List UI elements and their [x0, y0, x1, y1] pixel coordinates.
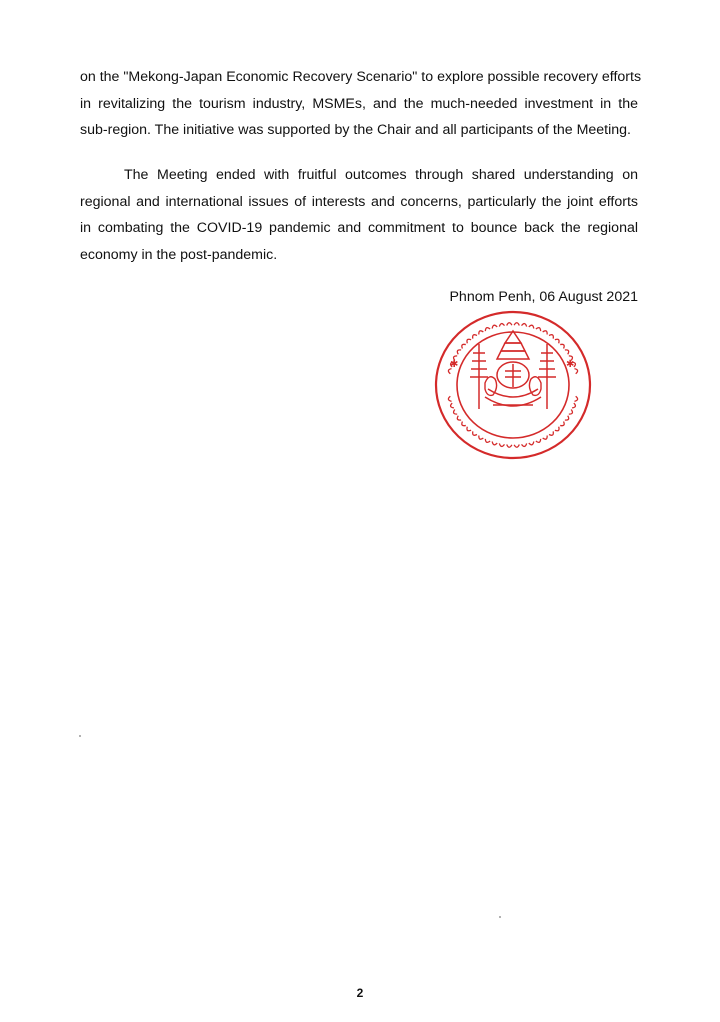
seal-script-stroke: [457, 416, 461, 420]
seal-script-stroke: [448, 396, 451, 401]
paragraph-2-line: in combating the COVID-19 pandemic and commitment to bounce back the regional: [80, 220, 638, 236]
seal-script-stroke: [565, 350, 569, 354]
seal-script-stroke: [451, 403, 454, 408]
place-and-date: Phnom Penh, 06 August 2021: [449, 289, 638, 305]
svg-text:✱: ✱: [566, 359, 575, 370]
seal-script-stroke: [549, 335, 553, 339]
seal-script-stroke: [565, 416, 569, 420]
seal-script-stroke: [555, 339, 559, 343]
seal-script-stroke: [536, 439, 541, 442]
seal-script-stroke: [492, 442, 497, 445]
paragraph-2-line: The Meeting ended with fruitful outcomes through shared understanding on: [124, 167, 638, 183]
seal-script-stroke: [479, 435, 484, 439]
seal-script-stroke: [499, 324, 504, 327]
seal-script-stroke: [457, 350, 461, 354]
seal-script-stroke: [454, 410, 458, 415]
seal-script-stroke: [507, 323, 512, 326]
seal-script-stroke: [514, 323, 519, 326]
seal-script-stroke: [574, 369, 577, 374]
seal-script-stroke: [569, 410, 573, 415]
seal-script-stroke: [514, 445, 519, 448]
seal-script-stroke: [549, 431, 553, 435]
seal-script-stroke: [467, 427, 471, 431]
seal-script-stroke: [522, 324, 527, 327]
page-number: 2: [356, 986, 364, 1000]
seal-script-stroke: [467, 339, 471, 343]
seal-script-stroke: [479, 331, 484, 335]
seal-script-stroke: [560, 344, 564, 348]
seal-script-stroke: [543, 331, 548, 335]
seal-script-stroke: [485, 439, 490, 442]
svg-text:✱: ✱: [450, 359, 459, 370]
paragraph-2-line: regional and international issues of interests and concerns, particularly the joint efforts: [80, 193, 638, 210]
seal-script-stroke: [462, 344, 466, 348]
paragraph-1-line: on the "Mekong-Japan Economic Recovery Scenario" to explore possible recovery efforts: [80, 69, 642, 85]
seal-script-stroke: [555, 427, 559, 431]
seal-script-stroke: [536, 328, 541, 331]
seal-script-stroke: [529, 442, 534, 445]
seal-script-stroke: [485, 328, 490, 331]
seal-script-stroke: [560, 421, 564, 425]
seal-script-stroke: [499, 443, 504, 446]
seal-script-stroke: [473, 431, 477, 435]
seal-script-stroke: [574, 396, 577, 401]
scan-speck: [79, 735, 81, 737]
seal-script-stroke: [507, 445, 512, 448]
seal-script-stroke: [543, 435, 548, 439]
seal-script-stroke: [572, 403, 575, 408]
paragraph-1-line: sub-region. The initiative was supported by the Chair and all participants of the Meeting.: [80, 122, 631, 138]
paragraph-2-line: economy in the post-pandemic.: [80, 246, 278, 263]
paragraph-1-line: in revitalizing the tourism industry, MSMEs, and the much-needed investment in the: [80, 95, 638, 112]
seal-script-stroke: [529, 325, 534, 328]
scan-speck: [499, 916, 501, 918]
official-seal-icon: [433, 309, 593, 461]
seal-script-stroke: [462, 421, 466, 425]
seal-script-stroke: [473, 335, 477, 339]
paragraph-1: [80, 64, 642, 144]
paragraph-2: [80, 162, 638, 268]
seal-script-stroke: [522, 443, 527, 446]
seal-script-stroke: [492, 325, 497, 328]
